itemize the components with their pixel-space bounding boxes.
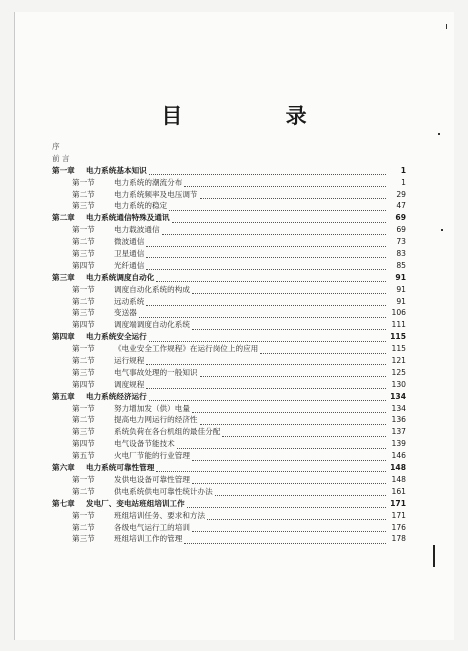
- toc-page-number: 91: [396, 296, 406, 306]
- toc-entry-title: 《电业安全工作规程》在运行岗位上的应用: [114, 344, 259, 354]
- toc-entry-title: 微波通信: [114, 237, 145, 247]
- toc-section-row: [52, 319, 406, 331]
- toc-page-number: 47: [396, 201, 406, 211]
- toc-entry-number: 第一节: [72, 344, 95, 354]
- toc-entry-number: 第三节: [72, 249, 95, 259]
- toc-section-row: [52, 236, 406, 248]
- toc-entry-number: 第三节: [72, 427, 95, 437]
- toc-entry-number: 第三节: [72, 308, 95, 318]
- toc-entry-title: 电力系统的潮流分布: [114, 177, 183, 187]
- dot-leader: [215, 487, 386, 496]
- dot-leader: [149, 392, 386, 401]
- toc-section-row: [52, 248, 406, 260]
- toc-entry-title: 电力系统的稳定: [114, 201, 168, 211]
- toc-section-row: [52, 426, 406, 438]
- toc-entry-number: 第二节: [72, 189, 95, 199]
- dot-leader: [146, 249, 386, 258]
- toc-page-number: 148: [390, 463, 406, 473]
- toc-entry-number: 第二节: [72, 522, 95, 532]
- scan-speck: [441, 229, 443, 231]
- toc-entry-title: 电力系统频率及电压调节: [114, 189, 198, 199]
- toc-entry-title: 电力系统基本知识: [86, 165, 147, 175]
- toc-entry-title: 电力系统经济运行: [86, 391, 147, 401]
- toc-section-row: [52, 414, 406, 426]
- toc-entry-title: 各级电气运行工的培训: [114, 522, 190, 532]
- toc-section-row: [52, 533, 406, 545]
- toc-entry-number: 第三节: [72, 201, 95, 211]
- toc-section-row: [52, 200, 406, 212]
- dot-leader: [192, 452, 386, 461]
- toc-page-number: 115: [391, 344, 406, 354]
- toc-entry-title: 电力系统安全运行: [86, 332, 147, 342]
- toc-page-number: 83: [396, 249, 406, 259]
- toc-chapter-row: [52, 331, 406, 343]
- toc-entry-number: 第一节: [72, 225, 95, 235]
- dot-leader: [192, 475, 386, 484]
- toc-entry-number: 第三节: [72, 534, 95, 544]
- toc-page-number: 29: [396, 189, 406, 199]
- toc-entry-number: 第二节: [72, 415, 95, 425]
- toc-page-number: 161: [391, 486, 406, 496]
- toc-entry-number: 第三节: [72, 367, 95, 377]
- front-matter-label: 序: [52, 142, 60, 151]
- toc-entry-title: 班组培训任务、要求和方法: [114, 510, 206, 520]
- dot-leader: [146, 356, 386, 365]
- toc-page-number: 69: [395, 213, 406, 223]
- dot-leader: [200, 190, 386, 199]
- toc-section-row: [52, 189, 406, 201]
- toc-page-number: 121: [391, 356, 406, 366]
- toc-page-number: 125: [391, 367, 406, 377]
- dot-leader: [260, 345, 386, 354]
- toc-entry-title: 系统负荷在各台机组的最佳分配: [114, 427, 221, 437]
- toc-entry-title: 变送器: [114, 308, 137, 318]
- scan-mark-bar: [433, 545, 435, 567]
- dot-leader: [192, 404, 386, 413]
- toc-section-row: [52, 474, 406, 486]
- toc-entry-number: 第三章: [52, 272, 75, 282]
- toc-section-row: [52, 284, 406, 296]
- toc-entry-title: 提高电力网运行的经济性: [114, 415, 198, 425]
- toc-section-row: [52, 367, 406, 379]
- toc-page-number: 1: [400, 165, 406, 175]
- toc-page-number: 130: [391, 379, 406, 389]
- toc-section-row: [52, 450, 406, 462]
- dot-leader: [187, 499, 386, 508]
- front-matter-label: 前 言: [52, 153, 70, 163]
- dot-leader: [222, 428, 386, 437]
- toc-section-row: [52, 343, 406, 355]
- toc-page-number: 171: [391, 510, 406, 520]
- dot-leader: [149, 166, 386, 175]
- toc-entry-number: 第二节: [72, 486, 95, 496]
- toc-page-number: 134: [391, 403, 406, 413]
- toc-entry-title: 电力载波通信: [114, 225, 160, 235]
- toc-page-number: 85: [396, 260, 406, 270]
- front-matter-preface: [52, 141, 406, 153]
- toc-entry-title: 供电系统供电可靠性统计办法: [114, 486, 213, 496]
- toc-section-row: [52, 510, 406, 522]
- toc-page-number: 171: [390, 498, 406, 508]
- dot-leader: [177, 440, 386, 449]
- toc-section-row: [52, 224, 406, 236]
- toc-entry-title: 电力系统调度自动化: [86, 272, 155, 282]
- toc-chapter-row: [52, 462, 406, 474]
- dot-leader: [156, 463, 386, 472]
- scan-speck: [446, 24, 447, 29]
- toc-page-number: 176: [391, 522, 406, 532]
- toc-entry-title: 光纤通信: [114, 260, 145, 270]
- dot-leader: [139, 309, 386, 318]
- toc-page-number: 1: [401, 177, 406, 187]
- dot-leader: [146, 238, 386, 247]
- toc-entry-number: 第一节: [72, 474, 95, 484]
- toc-section-row: [52, 486, 406, 498]
- toc-entry-title: 发电厂、变电站班组培训工作: [86, 498, 185, 508]
- toc-entry-title: 卫星通信: [114, 249, 145, 259]
- toc-chapter-row: [52, 165, 406, 177]
- toc-entry-number: 第四节: [72, 379, 95, 389]
- toc-chapter-row: [52, 391, 406, 403]
- toc-section-row: [52, 522, 406, 534]
- toc-page-number: 73: [396, 237, 406, 247]
- toc-entry-number: 第二章: [52, 213, 75, 223]
- toc-page-number: 91: [395, 272, 406, 282]
- toc-page-number: 115: [390, 332, 406, 342]
- toc-page-number: 178: [391, 534, 406, 544]
- toc-page-number: 139: [391, 439, 406, 449]
- toc-section-row: [52, 177, 406, 189]
- toc-section-row: [52, 307, 406, 319]
- toc-entry-number: 第四章: [52, 332, 75, 342]
- toc-entry-title: 电气事故处理的一般知识: [114, 367, 198, 377]
- dot-leader: [200, 416, 386, 425]
- toc-page-number: 136: [391, 415, 406, 425]
- toc-section-row: [52, 379, 406, 391]
- toc-entry-number: 第四节: [72, 439, 95, 449]
- dot-leader: [172, 214, 386, 223]
- toc-chapter-row: [52, 212, 406, 224]
- toc-entry-number: 第一章: [52, 165, 75, 175]
- dot-leader: [207, 511, 386, 520]
- toc-section-row: [52, 260, 406, 272]
- toc-entry-title: 火电厂节能的行业管理: [114, 451, 190, 461]
- toc-section-row: [52, 355, 406, 367]
- table-of-contents: [52, 141, 406, 545]
- dot-leader: [192, 321, 386, 330]
- toc-section-row: [52, 438, 406, 450]
- toc-chapter-row: [52, 272, 406, 284]
- toc-entry-title: 调度端调度自动化系统: [114, 320, 190, 330]
- toc-chapter-row: [52, 498, 406, 510]
- dot-leader: [169, 202, 386, 211]
- toc-page-number: 111: [391, 320, 406, 330]
- toc-section-row: [52, 403, 406, 415]
- dot-leader: [146, 297, 386, 306]
- toc-entry-title: 调度自动化系统的构成: [114, 284, 190, 294]
- dot-leader: [146, 380, 386, 389]
- toc-entry-title: 电力系统可靠性管理: [86, 463, 155, 473]
- toc-page-number: 106: [391, 308, 406, 318]
- toc-entry-number: 第一节: [72, 510, 95, 520]
- toc-section-row: [52, 296, 406, 308]
- toc-entry-title: 电力系统通信特殊及通讯: [86, 213, 170, 223]
- toc-entry-number: 第一节: [72, 403, 95, 413]
- toc-entry-title: 调度规程: [114, 379, 145, 389]
- dot-leader: [192, 285, 386, 294]
- dot-leader: [184, 535, 386, 544]
- toc-entry-title: 远动系统: [114, 296, 145, 306]
- toc-entry-number: 第五章: [52, 391, 75, 401]
- toc-entry-title: 发供电设备可靠性管理: [114, 474, 190, 484]
- dot-leader: [192, 523, 386, 532]
- toc-entry-number: 第四节: [72, 320, 95, 330]
- toc-page-number: 137: [391, 427, 406, 437]
- scan-speck: [438, 133, 440, 135]
- toc-entry-title: 努力增加发（供）电量: [114, 403, 190, 413]
- toc-entry-title: 运行规程: [114, 356, 145, 366]
- dot-leader: [162, 226, 386, 235]
- toc-entry-number: 第一节: [72, 177, 95, 187]
- toc-page-number: 146: [391, 451, 406, 461]
- toc-page-number: 69: [396, 225, 406, 235]
- toc-entry-number: 第二节: [72, 237, 95, 247]
- toc-entry-number: 第四节: [72, 260, 95, 270]
- dot-leader: [184, 178, 386, 187]
- toc-entry-number: 第一节: [72, 284, 95, 294]
- toc-page-number: 148: [391, 474, 406, 484]
- dot-leader: [200, 368, 386, 377]
- toc-entry-title: 电气设备节能技术: [114, 439, 175, 449]
- front-matter-foreword: [52, 153, 406, 165]
- toc-entry-number: 第二节: [72, 296, 95, 306]
- dot-leader: [146, 261, 386, 270]
- toc-entry-number: 第六章: [52, 463, 75, 473]
- dot-leader: [156, 273, 386, 282]
- toc-page-number: 134: [390, 391, 406, 401]
- toc-entry-title: 班组培训工作的管理: [114, 534, 183, 544]
- toc-page-number: 91: [396, 284, 406, 294]
- page-title: 目 录: [161, 104, 355, 128]
- toc-entry-number: 第七章: [52, 498, 75, 508]
- toc-entry-number: 第二节: [72, 356, 95, 366]
- dot-leader: [149, 333, 386, 342]
- toc-entry-number: 第五节: [72, 451, 95, 461]
